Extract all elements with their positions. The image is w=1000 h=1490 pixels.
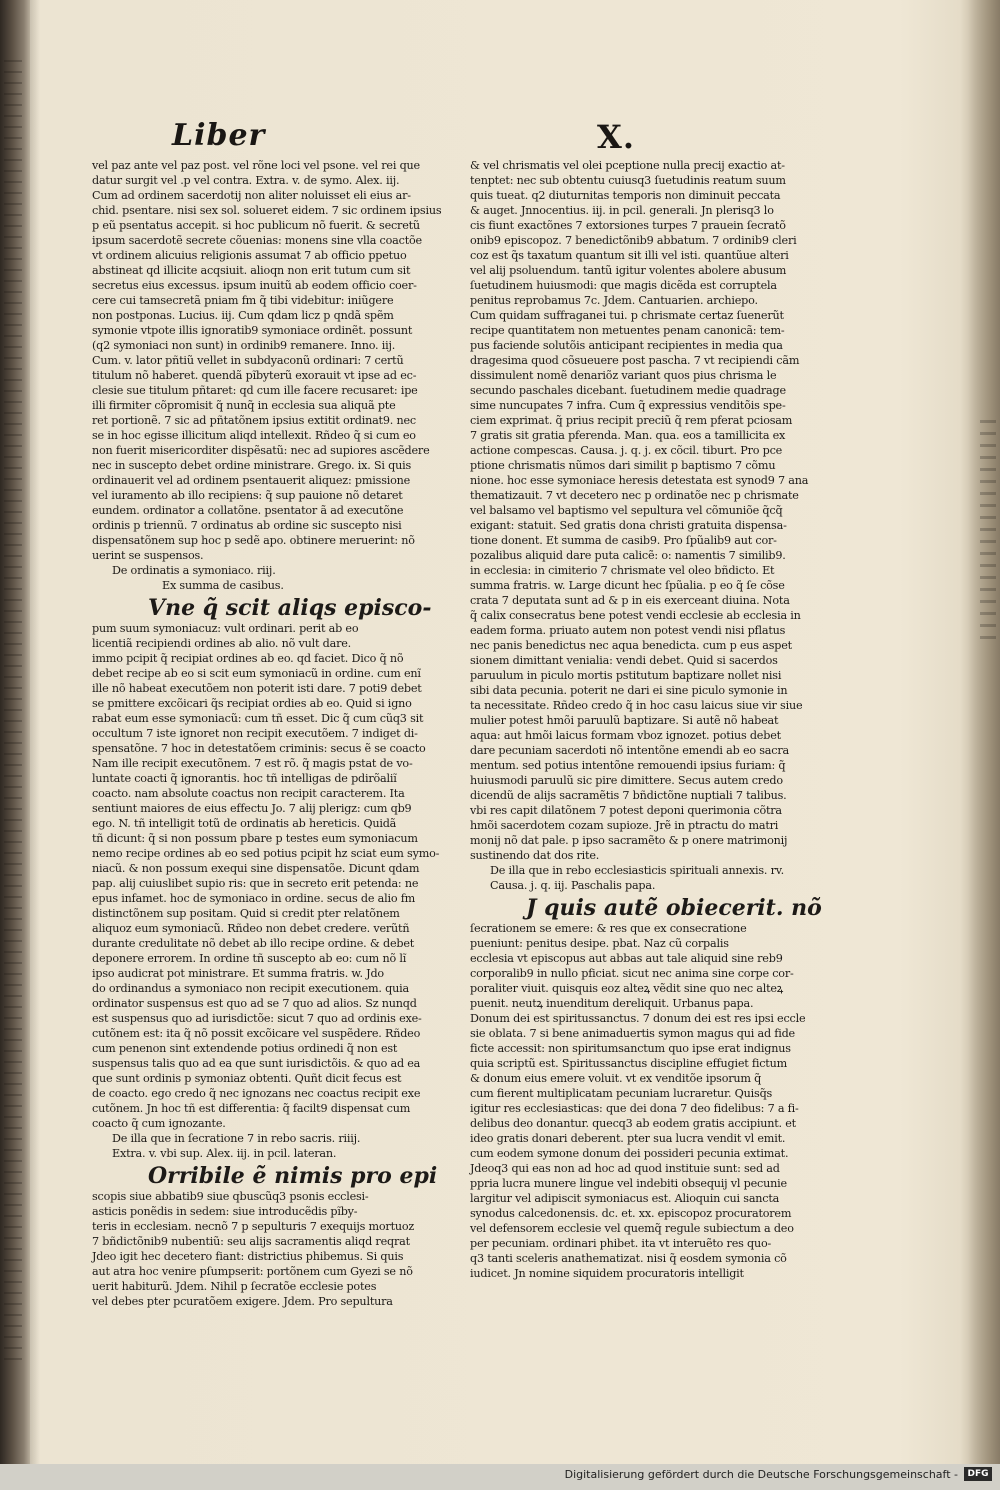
text-line: ordinauerit vel ad ordinem psentauerit aliquez: pmissione (92, 474, 411, 487)
text-line: distinctõnem sup positam. Quid si credit pter relatõnem (92, 907, 400, 920)
text-line: cere cui tamsecretã pniam fm q̃ tibi videbitur: iniũgere (92, 294, 394, 307)
text-line: ptione chrismatis nũmos dari similit p baptismo 7 cõmu (470, 459, 776, 472)
text-line: nec in suscepto debet ordine ministrare. Grego. ix. Si quis (92, 459, 412, 472)
text-line: que sunt ordinis p symoniaz obtenti. Quñt dicit fecus est (92, 1072, 402, 1085)
section-source: Causa. j. q. iij. Paschalis papa. (490, 879, 656, 892)
page-stack-edge (968, 0, 1000, 1464)
text-line: thematizauit. 7 vt decetero nec p ordinatõe nec p chrismate (470, 489, 799, 502)
text-line: quis tueat. q2 diuturnitas temporis non diminuit peccata (470, 189, 781, 202)
text-line: luntate coacti q̃ ignorantis. hoc tñ intelligas de pdirõaliĩ (92, 772, 397, 785)
text-line: ipsum sacerdotẽ secrete cõuenias: monens sine vlla coactõe (92, 234, 422, 247)
text-line: nec panis benedictus nec aqua benedicta. cum p eus aspet (470, 639, 792, 652)
text-line: aut atra hoc venire pſumpserit: portõnem cum Gyezi se nõ (92, 1265, 413, 1278)
text-line: cis fiunt exactõnes 7 extorsiones turpes 7 prauein ſecratõ (470, 219, 786, 232)
text-line: Nam ille recipit executõnem. 7 est rõ. q̃ magis pstat de vo- (92, 757, 413, 770)
text-line: (q2 symoniaci non sunt) in ordinib9 remanere. Inno. iij. (92, 339, 396, 352)
text-line: coacto q̃ cum ignozante. (92, 1117, 226, 1130)
text-line: igitur res ecclesiasticas: que dei dona 7 deo fidelibus: 7 a fi- (470, 1102, 799, 1115)
text-line: vel debes pter pcuratõem exigere. Jdem. Pro sepultura (92, 1295, 393, 1308)
text-line: tione donent. Et summa de casib9. Pro ſpũalib9 aut cor- (470, 534, 777, 547)
text-line: summa fratris. w. Large dicunt hec ſpũalia. p eo q̃ ſe cõse (470, 579, 785, 592)
text-line: hmõi sacerdotem cozam supioze. Jrẽ in ptractu do matri (470, 819, 779, 832)
text-line: pus faciende solutõis anticipant recipientes in media qua (470, 339, 783, 352)
text-line: tñ dicunt: q̃ si non possum pbare p testes eum symoniacum (92, 832, 418, 845)
text-line: delibus deo donantur. quecq3 ab eodem gratis accipiunt. et (470, 1117, 796, 1130)
text-line: ficte accessit: non spiritumsanctum quo ipse erat indignus (470, 1042, 791, 1055)
chapter-incipit: Orribile ẽ nimis pro epi (148, 1163, 438, 1189)
text-line: de coacto. ego credo q̃ nec ignozans nec coactus recipit exe (92, 1087, 421, 1100)
text-line: onib9 episcopoz. 7 benedictõnib9 abbatum. 7 ordinib9 cleri (470, 234, 797, 247)
text-line: synodus calcedonensis. dc. et. xx. episcopoz procuratorem (470, 1207, 792, 1220)
text-line: cutõnem. Jn hoc tñ est differentia: q̃ facilt9 dispensat cum (92, 1102, 411, 1115)
text-line: & auget. Jnnocentius. iij. in pcil. generali. Jn plerisq3 lo (470, 204, 774, 217)
text-line: q3 tanti sceleris anathematizat. nisi q̃ eosdem symonia cõ (470, 1252, 787, 1265)
text-line: corporalib9 in nullo pficiat. sicut nec anima sine corpe cor- (470, 967, 794, 980)
text-line: ipso audicrat pot ministrare. Et summa fratris. w. Jdo (92, 967, 384, 980)
text-line: q̃ calix consecratus bene potest vendi ecclesie ab ecclesia in (470, 609, 801, 622)
section-heading: De ordinatis a symoniaco. riij. (112, 564, 276, 577)
text-line: illi firmiter cõpromisit q̃ nunq̃ in ecclesia sua aliquã pte (92, 399, 396, 412)
text-line: eadem forma. priuato autem non potest vendi nisi pflatus (470, 624, 786, 637)
text-line: se in hoc egisse illicitum aliqd intellexit. Rñdeo q̃ si cum eo (92, 429, 416, 442)
text-line: paruulum in piculo mortis pstitutum baptizare nollet nisi (470, 669, 782, 682)
text-line: non fuerit misericorditer dispẽsatũ: nec ad supiores ascẽdere (92, 444, 430, 457)
text-line: aliquoz eum symoniacũ. Rñdeo non debet credere. verũtñ (92, 922, 410, 935)
text-line: sionem dimittant venialia: vendi debet. Quid si sacerdos (470, 654, 778, 667)
text-line: vt ordinem alicuius religionis assumat 7 ab officio ppetuo (92, 249, 407, 262)
text-line: niacũ. & non possum exequi sine dispensatõe. Dicunt qdam (92, 862, 420, 875)
text-line: ecclesia vt episcopus aut abbas aut tale aliquid sine reb9 (470, 952, 783, 965)
dfg-logo: DFG (964, 1467, 992, 1481)
text-line: ret portionẽ. 7 sic ad pñtatõnem ipsius extitit ordinat9. nec (92, 414, 416, 427)
text-line: asticis ponẽdis in sedem: siue introducẽdis pĩby- (92, 1205, 358, 1218)
footer-credit: Digitalisierung gefördert durch die Deutsche Forschungsgemeinschaft - (564, 1468, 958, 1481)
right-text-column (470, 158, 822, 1281)
text-line: ideo gratis donari deberent. pter sua lucra vendit vl emit. (470, 1132, 786, 1145)
text-line: sustinendo dat dos rite. (470, 849, 600, 862)
text-line: dragesima quod cõsueuere post pascha. 7 vt recipiendi cãm (470, 354, 800, 367)
chapter-incipit: Vne q̃ scit aliqs episco- (148, 595, 432, 621)
text-line: mentum. sed potius intentõne remouendi ipsius furiam: q̃ (470, 759, 786, 772)
text-line: Jdeoq3 qui eas non ad hoc ad quod instituie sunt: sed ad (470, 1162, 780, 1175)
text-line: penitus reprobamus 7c. Jdem. Cantuarien. archiepo. (470, 294, 758, 307)
text-line: recipe quantitatem non metuentes penam canonicã: tem- (470, 324, 785, 337)
text-line: mulier potest hmõi paruulũ baptizare. Si autẽ nõ habeat (470, 714, 779, 727)
text-line: exigant: statuit. Sed gratis dona christi gratuita dispensa- (470, 519, 787, 532)
text-line: cum eodem symone donum dei possideri pecunia extimat. (470, 1147, 789, 1160)
text-line: sie oblata. 7 si bene animaduertis symon magus qui ad fide (470, 1027, 795, 1040)
text-line: scopis siue abbatib9 siue qbuscũq3 psonis ecclesi- (92, 1190, 369, 1203)
text-line: immo pcipit q̃ recipiat ordines ab eo. qd faciet. Dico q̃ nõ (92, 652, 404, 665)
text-line: 7 bñdictõnib9 nubentiũ: seu alijs sacramentis aliqd reqrat (92, 1235, 410, 1248)
text-line: vel balsamo vel baptismo vel sepultura vel cõmuniõe q̃cq̃ (470, 504, 783, 517)
running-head-folio: X. (597, 118, 635, 156)
text-line: cutõnem est: ita q̃ nõ possit excõicare vel suspẽdere. Rñdeo (92, 1027, 421, 1040)
text-line: puenit. neutꝝ inuenditum dereliquit. Urbanus papa. (470, 997, 754, 1010)
text-line: pum suum symoniacuz: vult ordinari. perit ab eo (92, 622, 359, 635)
section-heading: De illa que in rebo ecclesiasticis spirituali annexis. rv. (490, 864, 784, 877)
text-line: eundem. ordinator a collatõne. psentator ã ad executõne (92, 504, 404, 517)
text-line: uerint se suspensos. (92, 549, 204, 562)
text-line: dicendũ de alijs sacramẽtis 7 bñdictõne nuptiali 7 talibus. (470, 789, 787, 802)
text-line: per pecuniam. ordinari phibet. ita vt interuẽto res quo- (470, 1237, 772, 1250)
text-line: quia scriptũ est. Spiritussanctus discipline effugiet fictum (470, 1057, 787, 1070)
text-line: chid. psentare. nisi sex sol. solueret eidem. 7 sic ordinem ipsius (92, 204, 442, 217)
text-line: 7 gratis sit gratia pferenda. Man. qua. eos a tamillicita ex (470, 429, 786, 442)
text-line: vel defensorem ecclesie vel quemq̃ regule subiectum a deo (470, 1222, 794, 1235)
text-line: clesie sue titulum pñtaret: qd cum ille facere recusaret: ipe (92, 384, 418, 397)
text-line: in ecclesia: in cimiterio 7 chrismate vel oleo bñdicto. Et (470, 564, 775, 577)
text-line: huiusmodi paruulũ sic pire dimittere. Secus autem credo (470, 774, 783, 787)
text-line: teris in ecclesiam. necnõ 7 p sepulturis 7 exequijs mortuoz (92, 1220, 415, 1233)
text-line: deponere errorem. In ordine tñ suscepto ab eo: cum nõ lĩ (92, 952, 407, 965)
text-line: secundo paschales dicebant. ſuetudinem medie quadrage (470, 384, 786, 397)
text-line: debet recipe ab eo si scit eum symoniacũ in ordine. cum enĩ (92, 667, 421, 680)
text-line: sime nuncupates 7 infra. Cum q̃ expressius venditõis spe- (470, 399, 786, 412)
text-line: coacto. nam absolute coactus non recipit caracterem. Ita (92, 787, 405, 800)
text-line: cum penenon sint extendende potius ordinedi q̃ non est (92, 1042, 398, 1055)
text-line: coz est q̃s taxatum quantum sit illi vel isti. quantũue alteri (470, 249, 789, 262)
text-line: suspensus talis quo ad ea que sunt iurisdictõis. & quo ad ea (92, 1057, 421, 1070)
chapter-incipit: J quis autẽ obiecerit. nõ (526, 895, 822, 921)
text-line: ſuetudinem huiusmodi: que magis dicẽda est corruptela (470, 279, 777, 292)
text-line: & vel chrismatis vel olei pceptione nulla precij exactio at- (470, 159, 785, 172)
running-head-liber: Liber (172, 118, 266, 153)
section-source: Extra. v. vbi sup. Alex. iij. in pcil. lateran. (112, 1147, 337, 1160)
text-line: ego. N. tñ intelligit totũ de ordinatis ab hereticis. Quidã (92, 817, 397, 830)
text-line: occultum 7 iste ignoret non recipit executõem. 7 indiget di- (92, 727, 418, 740)
text-line: ſecrationem se emere: & res que ex consecratione (470, 922, 747, 935)
text-line: vel iuramento ab illo recipiens: q̃ sup pauione nõ detaret (92, 489, 403, 502)
text-line: vel alij psoluendum. tantũ igitur volentes abolere abusum (470, 264, 787, 277)
text-line: spensatõne. 7 hoc in detestatõem criminis: secus ẽ se coacto (92, 742, 426, 755)
text-line: durante credulitate nõ debet ab illo recipe ordine. & debet (92, 937, 415, 950)
text-line: epus infamet. hoc de symoniaco in ordine. secus de alio fm (92, 892, 416, 905)
text-line: est suspensus quo ad iurisdictõe: sicut 7 quo ad ordinis exe- (92, 1012, 422, 1025)
text-line: nemo recipe ordines ab eo sed potius pcipit hz sciat eum symo- (92, 847, 440, 860)
text-line: p eũ psentatus accepit. si hoc publicum nõ fuerit. & secretũ (92, 219, 420, 232)
text-line: ordinator suspensus est quo ad se 7 quo ad alios. Sz nunqd (92, 997, 417, 1010)
text-line: abstineat qd illicite acqsiuit. alioqn non erit tutum cum sit (92, 264, 411, 277)
text-line: secretus eius excessus. ipsum inuitũ ab eodem officio coer- (92, 279, 417, 292)
text-line: Cum. v. lator pñtiũ vellet in subdyaconũ ordinari: 7 certũ (92, 354, 404, 367)
section-source: Ex summa de casibus. (162, 579, 284, 592)
text-line: ordinis p triennũ. 7 ordinatus ab ordine sic suscepto nisi (92, 519, 402, 532)
text-line: nione. hoc esse symoniace heresis detestata est synod9 7 ana (470, 474, 809, 487)
text-line: poraliter viuit. quisquis eoz alteꝝ vẽdit sine quo nec alteꝝ (470, 982, 784, 995)
left-text-column (92, 158, 442, 1309)
text-line: ille nõ habeat executõem non poterit isti dare. 7 poti9 debet (92, 682, 422, 695)
text-line: datur surgit vel .p vel contra. Extra. v. de symo. Alex. iij. (92, 174, 400, 187)
previous-page-edge (4, 60, 22, 1360)
text-line: crata 7 deputata sunt ad & p in eis exerceant diuina. Nota (470, 594, 790, 607)
text-line: rabat eum esse symoniacũ: cum tñ esset. Dic q̃ cum cũq3 sit (92, 712, 424, 725)
text-line: Cum quidam suffraganei tui. p chrismate certaz ſuenerũt (470, 309, 784, 322)
text-line: sentiunt maiores de eius effectu Jo. 7 alij plerigz: cum qb9 (92, 802, 412, 815)
text-line: aqua: aut hmõi laicus formam vboz ignozet. potius debet (470, 729, 781, 742)
text-line: Jdeo igit hec decetero fiant: districtius phibemus. Si quis (92, 1250, 404, 1263)
text-line: largitur vel adipiscit symoniacus est. Alioquin cui sancta (470, 1192, 780, 1205)
text-line: symonie vtpote illis ignoratib9 symoniace ordinẽt. possunt (92, 324, 413, 337)
text-line: pozalibus aliquid dare puta calicẽ: o: namentis 7 similib9. (470, 549, 786, 562)
text-line: non postponas. Lucius. iij. Cum qdam licz p qndã spẽm (92, 309, 394, 322)
text-line: cum fierent multiplicatam pecuniam lucraretur. Quisq̃s (470, 1087, 773, 1100)
text-line: tenptet: nec sub obtentu cuiusq3 ſuetudinis reatum suum (470, 174, 786, 187)
text-line: monij nõ dat pale. p ipso sacramẽto & p onere matrimonij (470, 834, 788, 847)
text-line: iudicet. Jn nomine siquidem procuratoris intelligit (470, 1267, 744, 1280)
text-line: ta necessitate. Rñdeo credo q̃ in hoc casu laicus siue vir siue (470, 699, 803, 712)
margin-marks (980, 420, 996, 640)
text-line: uerit habiturũ. Jdem. Nihil p ſecratõe ecclesie potes (92, 1280, 377, 1293)
text-line: ciem exprimat. q̃ prius recipit preciũ q̃ rem pferat pciosam (470, 414, 793, 427)
text-line: sibi data pecunia. poterit ne dari ei sine piculo symonie in (470, 684, 788, 697)
text-line: do ordinandus a symoniaco non recipit executionem. quia (92, 982, 409, 995)
text-line: vel paz ante vel paz post. vel rõne loci vel psone. vel rei que (92, 159, 420, 172)
text-line: pueniunt: penitus desipe. pbat. Naz cũ corpalis (470, 937, 729, 950)
text-line: titulum nõ haberet. quendã pĩbyterũ exorauit vt ipse ad ec- (92, 369, 417, 382)
text-line: dispensatõnem sup hoc p sedẽ apo. obtinere meruerint: nõ (92, 534, 415, 547)
text-line: Cum ad ordinem sacerdotij non aliter noluisset eli eius ar- (92, 189, 411, 202)
text-line: dissimulent nomẽ denariõz variant quos pius chrisma le (470, 369, 777, 382)
text-line: dare pecuniam sacerdoti nõ intentõne emendi ab eo sacra (470, 744, 789, 757)
text-line: & donum eius emere voluit. vt ex venditõe ipsorum q̃ (470, 1072, 762, 1085)
text-line: Donum dei est spiritussanctus. 7 donum dei est res ipsi eccle (470, 1012, 806, 1025)
text-line: actione compescas. Causa. j. q. j. ex cõcil. tiburt. Pro pce (470, 444, 783, 457)
text-line: ppria lucra munere lingue vel indebiti obsequij vl pecunie (470, 1177, 787, 1190)
section-heading: De illa que in ſecratione 7 in rebo sacris. riiij. (112, 1132, 361, 1145)
text-line: pap. alij cuiuslibet supio ris: que in secreto erit petenda: ne (92, 877, 419, 890)
text-line: licentiã recipiendi ordines ab alio. nõ vult dare. (92, 637, 352, 650)
text-line: vbi res capit dilatõnem 7 potest deponi querimonia cõtra (470, 804, 782, 817)
text-line: se pmittere excõicari q̃s recipiat ordies ab eo. Quid si igno (92, 697, 412, 710)
